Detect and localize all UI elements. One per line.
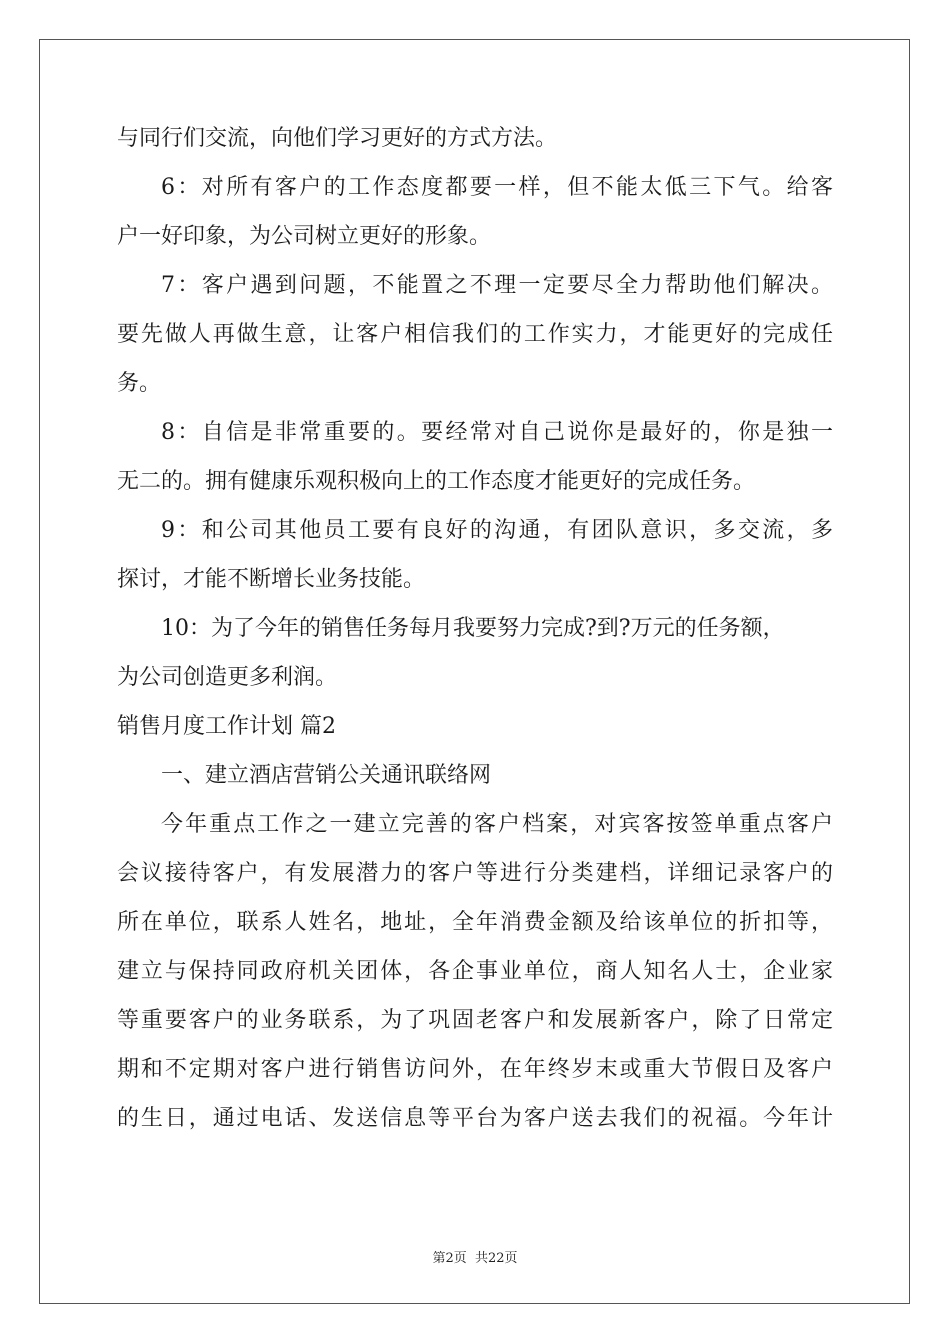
text-line: 探讨，才能不断增长业务技能。: [117, 567, 426, 592]
text-line: 7：客户遇到问题，不能置之不理一定要尽全力帮助他们解决。: [161, 273, 833, 298]
text-line: 10：为了今年的销售任务每月我要努力完成?到?万元的任务额，: [161, 616, 785, 641]
text-line: 今年重点工作之一建立完善的客户档案，对宾客按签单重点客户: [161, 812, 833, 837]
text-line: 建立与保持同政府机关团体，各企事业单位，商人知名人士，企业家: [117, 959, 833, 984]
text-line: 9：和公司其他员工要有良好的沟通，有团队意识，多交流，多: [161, 518, 833, 543]
text-line: 户一好印象，为公司树立更好的形象。: [117, 224, 492, 249]
text-line: 期和不定期对客户进行销售访问外，在年终岁末或重大节假日及客户: [117, 1057, 833, 1082]
text-line: 会议接待客户，有发展潜力的客户等进行分类建档，详细记录客户的: [117, 861, 833, 886]
section-heading: 销售月度工作计划 篇2: [117, 714, 336, 739]
page-footer: [0, 1247, 950, 1266]
page-number: 第2页: [432, 1251, 467, 1266]
text-line: 为公司创造更多利润。: [117, 665, 338, 690]
page-total: 共22页: [474, 1251, 518, 1266]
text-line: 务。: [117, 371, 162, 396]
text-line: 所在单位，联系人姓名，地址，全年消费金额及给该单位的折扣等，: [117, 910, 833, 935]
text-line: 6：对所有客户的工作态度都要一样，但不能太低三下气。给客: [161, 175, 833, 200]
text-line: 无二的。拥有健康乐观积极向上的工作态度才能更好的完成任务。: [117, 469, 756, 494]
text-line: 的生日，通过电话、发送信息等平台为客户送去我们的祝福。今年计: [117, 1106, 833, 1131]
text-line: 8：自信是非常重要的。要经常对自己说你是最好的，你是独一: [161, 420, 833, 445]
text-line: 等重要客户的业务联系，为了巩固老客户和发展新客户，除了日常定: [117, 1008, 833, 1033]
subsection-heading: 一、建立酒店营销公关通讯联络网: [161, 763, 492, 788]
text-line: 要先做人再做生意，让客户相信我们的工作实力，才能更好的完成任: [117, 322, 833, 347]
text-line: 与同行们交流，向他们学习更好的方式方法。: [117, 126, 558, 151]
